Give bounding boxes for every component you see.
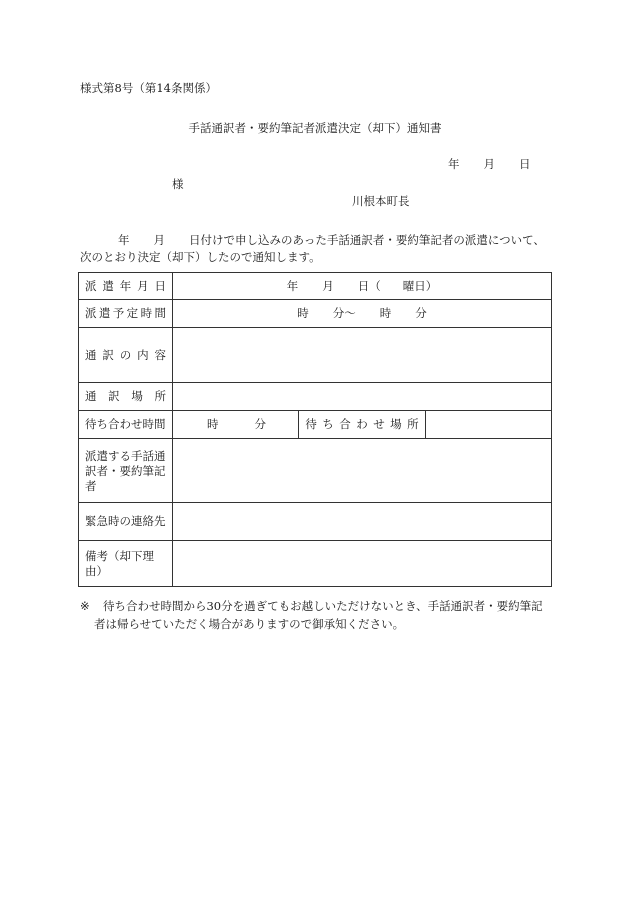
value-scheduled-time[interactable]: 時 分～ 時 分: [173, 300, 552, 328]
label-meeting-place: 待 ち 合 わ せ 場 所: [299, 411, 425, 439]
label-remarks: 備考（却下理由）: [79, 541, 173, 587]
row-dispatched-staff: [79, 439, 552, 503]
body-month-label: 月: [153, 233, 165, 247]
date-month-label: 月: [483, 157, 495, 171]
body-year-label: 年: [118, 233, 130, 247]
body-line-1: [118, 232, 545, 248]
value-dispatched-staff[interactable]: [173, 439, 552, 503]
recipient-suffix: 様: [172, 177, 184, 191]
dispatch-details-table: [78, 272, 552, 587]
label-emergency-contact: 緊急時の連絡先: [79, 503, 173, 541]
form-number: 様式第8号（第14条関係）: [80, 81, 217, 95]
label-interpretation-content: 通 訳 の 内 容: [79, 328, 173, 383]
value-remarks[interactable]: [173, 541, 552, 587]
date-day-label: 日: [519, 157, 531, 171]
footnote-line-1: 待ち合わせ時間から30分を過ぎてもお越しいただけないとき、手話通訳者・要約筆記: [102, 599, 543, 613]
label-dispatch-date: 派 遣 年 月 日: [79, 273, 173, 300]
label-interpretation-place: 通 訳 場 所: [79, 383, 173, 411]
label-meeting-time: 待ち合わせ時間: [79, 411, 173, 439]
date-year-label: 年: [448, 157, 460, 171]
value-interpretation-content[interactable]: [173, 328, 552, 383]
notice-date: [448, 156, 531, 172]
label-dispatched-staff: 派遣する手話通訳者・要約筆記者: [79, 439, 173, 503]
row-dispatch-date: [79, 273, 552, 300]
value-meeting-place[interactable]: [425, 411, 551, 439]
body-line-2: 次のとおり決定（却下）したので通知します。: [80, 250, 321, 264]
footnote-line-2: 者は帰らせていただく場合がありますので御承知ください。: [94, 617, 405, 631]
footnote: [80, 597, 560, 633]
row-remarks: [79, 541, 552, 587]
issuer-name: 川根本町長: [352, 194, 410, 208]
label-scheduled-time: 派 遣 予 定 時 間: [79, 300, 173, 328]
body-line-1-text: 日付けで申し込みのあった手話通訳者・要約筆記者の派遣について、: [189, 233, 545, 247]
value-dispatch-date[interactable]: 年 月 日（ 曜日）: [173, 273, 552, 300]
row-interpretation-place: [79, 383, 552, 411]
value-interpretation-place[interactable]: [173, 383, 552, 411]
row-emergency-contact: [79, 503, 552, 541]
row-meeting: [79, 411, 552, 439]
row-scheduled-time: [79, 300, 552, 328]
value-meeting-time[interactable]: 時 分: [173, 411, 299, 439]
document-title: 手話通訳者・要約筆記者派遣決定（却下）通知書: [188, 121, 442, 135]
value-emergency-contact[interactable]: [173, 503, 552, 541]
footnote-mark: ※: [80, 599, 90, 613]
row-interpretation-content: [79, 328, 552, 383]
